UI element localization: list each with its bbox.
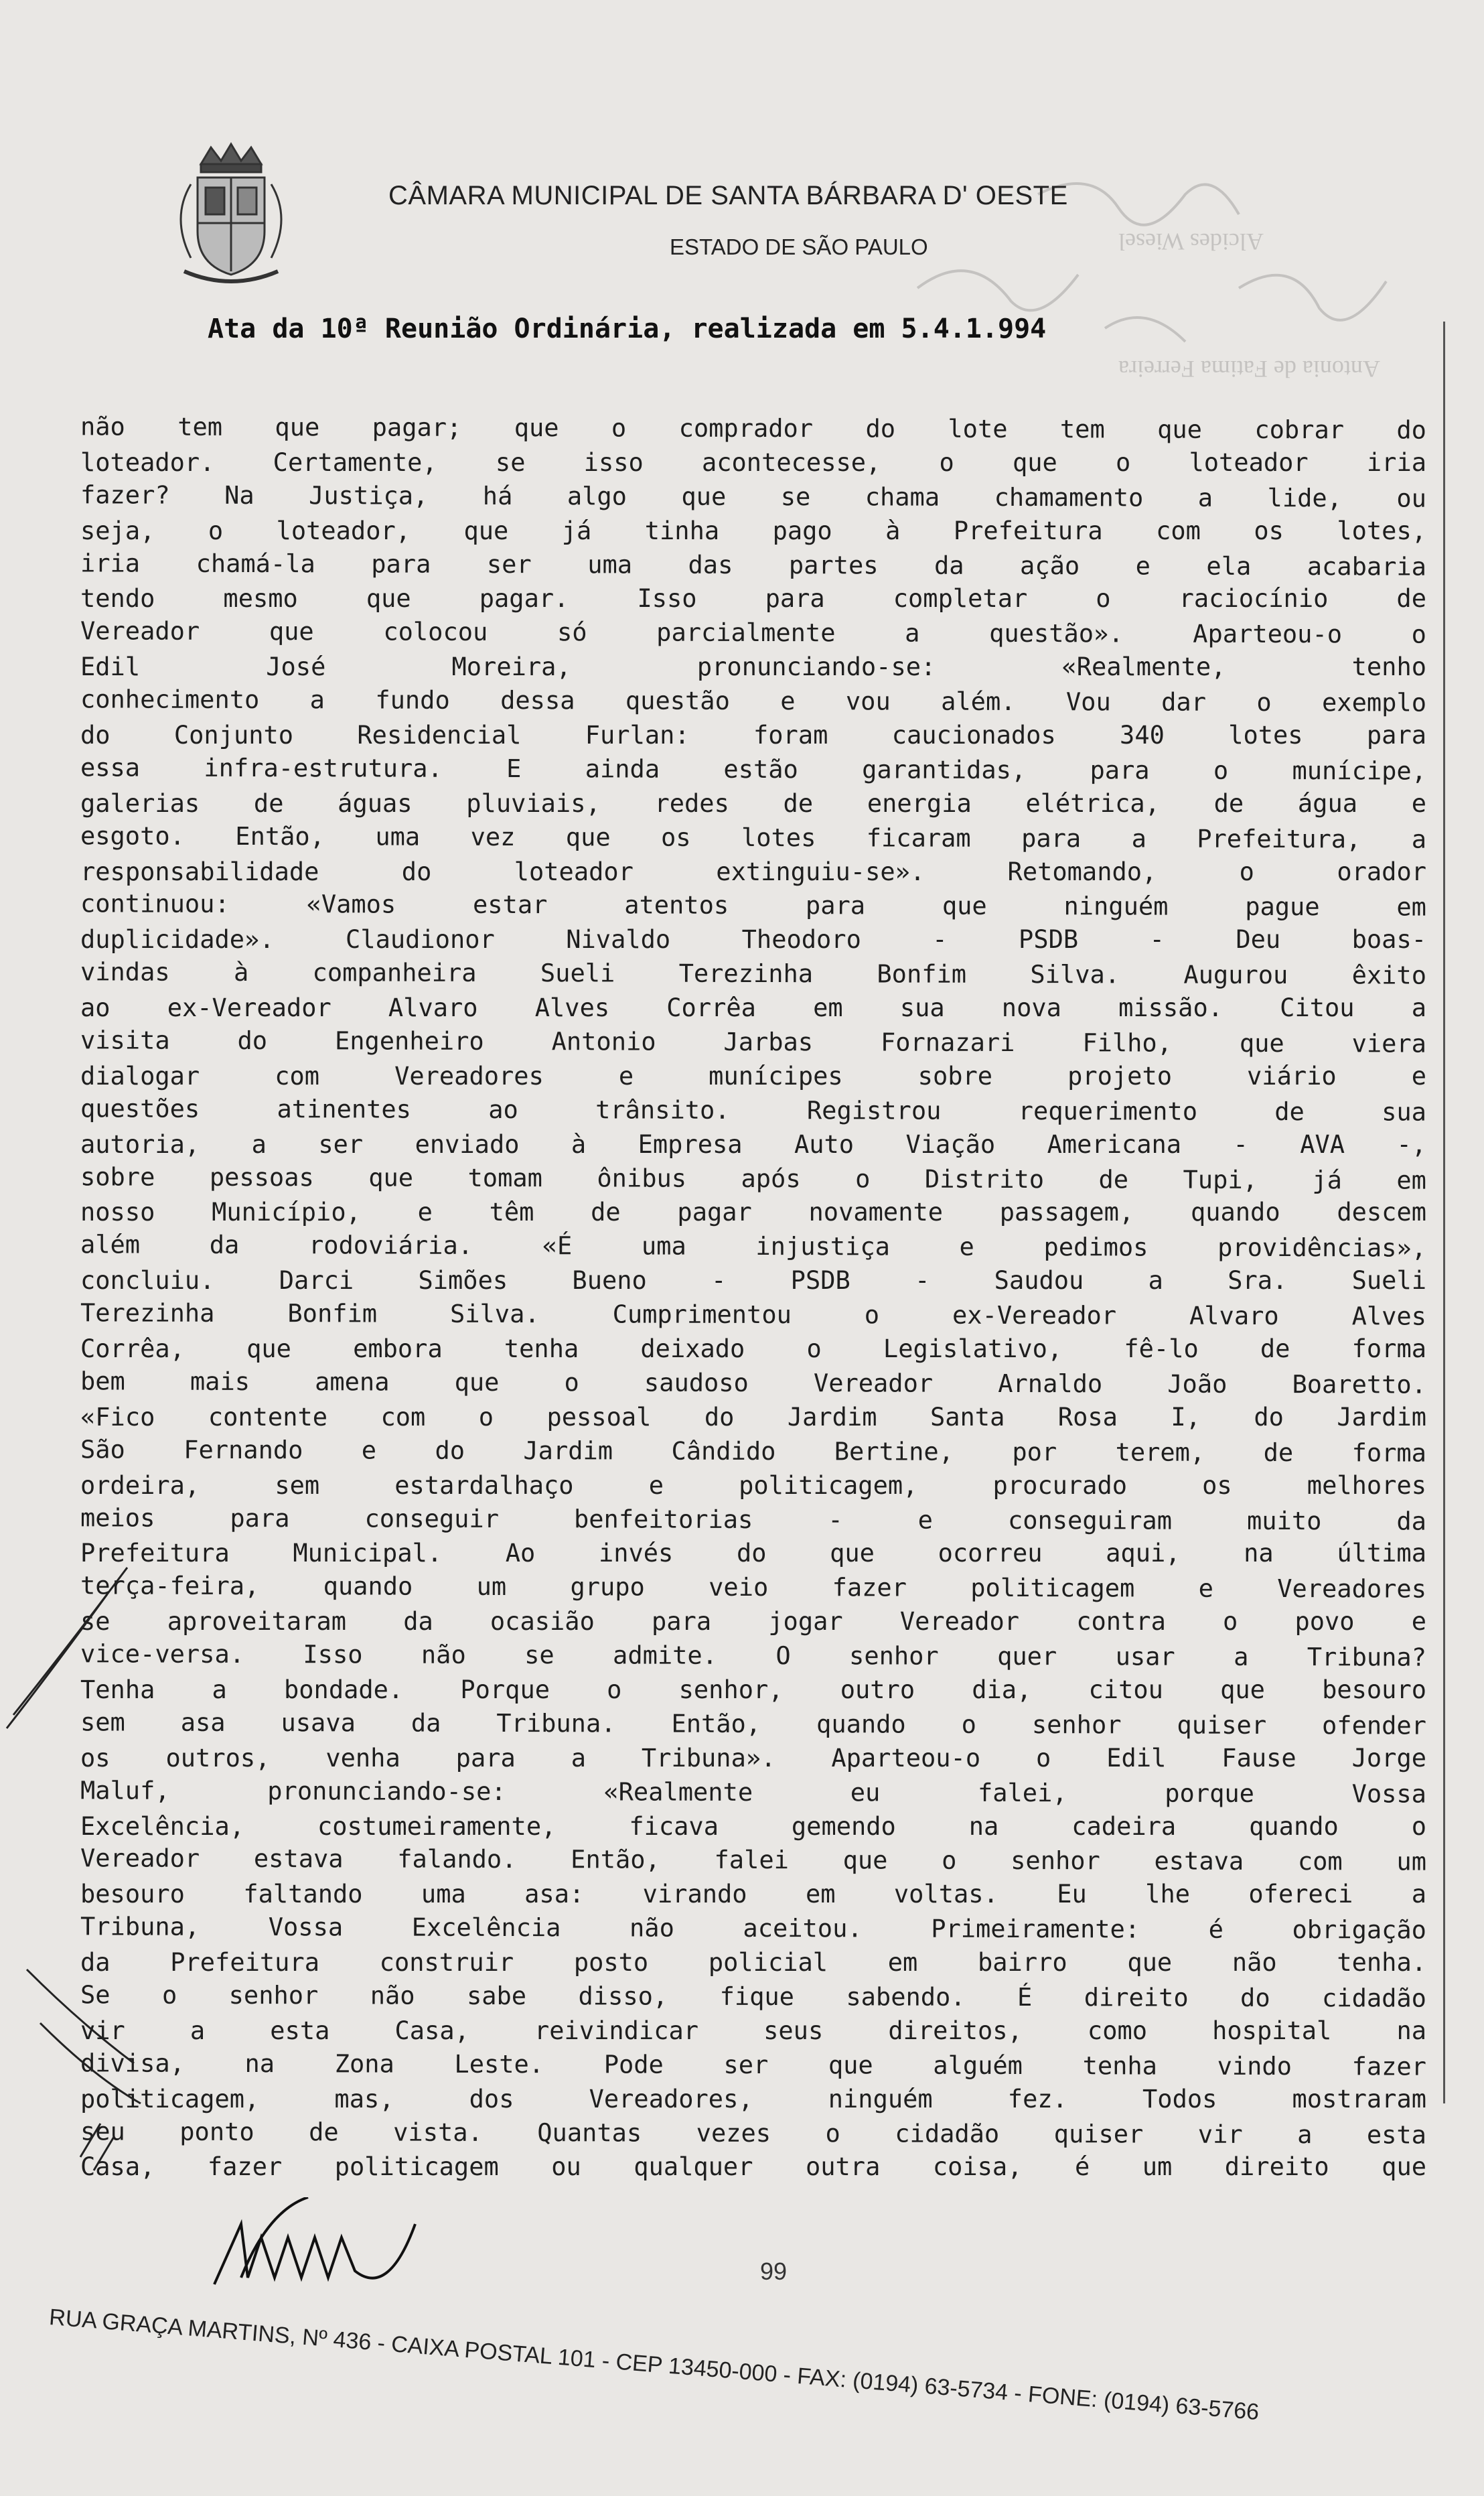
text-line: sobre pessoas que tomam ônibus após o Distrito de Tupi, já em	[80, 1162, 1427, 1195]
footer-address-text: RUA GRAÇA MARTINS, Nº 436 - CAIXA POSTAL 101 - CEP 13450-000 - FAX: (0194) 63-5734 - FONE: (0194) 63-5766	[48, 2304, 1260, 2426]
text-line: Tribuna, Vossa Excelência não aceitou. Primeiramente: é obrigação	[80, 1912, 1427, 1945]
text-line: do Conjunto Residencial Furlan: foram caucionados 340 lotes para	[80, 721, 1426, 750]
text-line: besouro faltando uma asa: virando em voltas. Eu lhe ofereci a	[80, 1880, 1426, 1909]
institution-name: CÂMARA MUNICIPAL DE SANTA BÁRBARA D' OESTE	[388, 181, 1068, 210]
text-line: Corrêa, que embora tenha deixado o Legislativo, fê-lo de forma	[80, 1334, 1426, 1364]
text-line: vindas à companheira Sueli Terezinha Bonfim Silva. Augurou êxito	[80, 957, 1427, 990]
text-line: loteador. Certamente, se isso acontecesse, o que o loteador iria	[80, 447, 1426, 477]
text-line: duplicidade». Claudionor Nivaldo Theodoro - PSDB - Deu boas-	[80, 925, 1426, 955]
text-line: seu ponto de vista. Quantas vezes o cidadão quiser vir a esta	[80, 2116, 1427, 2150]
text-line: terça-feira, quando um grupo veio fazer politicagem e Vereadores	[80, 1571, 1427, 1604]
text-line: Excelência, costumeiramente, ficava gemendo na cadeira quando o	[80, 1811, 1426, 1841]
text-line: Edil José Moreira, pronunciando-se: «Realmente, tenho	[80, 652, 1426, 682]
bleed-name-2: Antonia de Fatima Ferreira	[1118, 356, 1380, 383]
text-line: da Prefeitura construir posto policial em bairro que não tenha.	[80, 1948, 1426, 1978]
text-line: concluiu. Darci Simões Bueno - PSDB - Saudou a Sra. Sueli	[80, 1266, 1426, 1296]
text-line: conhecimento a fundo dessa questão e vou além. Vou dar o exemplo	[80, 685, 1427, 717]
text-line: não tem que pagar; que o comprador do lote tem que cobrar do	[80, 412, 1427, 445]
bleed-name-1: Alcides Wiesel	[1118, 228, 1264, 255]
text-line: Tenha a bondade. Porque o senhor, outro dia, citou que besouro	[80, 1675, 1426, 1704]
text-line: vice-versa. Isso não se admite. O senhor quer usar a Tribuna?	[80, 1639, 1427, 1672]
text-line: Prefeitura Municipal. Ao invés do que ocorreu aqui, na última	[80, 1539, 1426, 1568]
municipal-coat-of-arms-icon	[164, 137, 298, 291]
text-line: Casa, fazer politicagem ou qualquer outra coisa, é um direito que	[80, 2152, 1426, 2182]
footer-address	[44, 2304, 1466, 2496]
text-line: ordeira, sem estardalhaço e politicagem, procurado os melhores	[80, 1470, 1426, 1500]
text-line: São Fernando e do Jardim Cândido Bertine, por terem, de forma	[80, 1435, 1427, 1468]
text-line: bem mais amena que o saudoso Vereador Arnaldo João Boaretto.	[80, 1367, 1427, 1399]
text-line: politicagem, mas, dos Vereadores, ninguém fez. Todos mostraram	[80, 2084, 1426, 2113]
text-line: vir a esta Casa, reivindicar seus direitos, como hospital na	[80, 2016, 1426, 2045]
text-line: «Fico contente com o pessoal do Jardim Santa Rosa I, do Jardim	[80, 1402, 1426, 1432]
text-line: Terezinha Bonfim Silva. Cumprimentou o ex-Vereador Alvaro Alves	[80, 1298, 1427, 1331]
text-line: visita do Engenheiro Antonio Jarbas Fornazari Filho, que viera	[80, 1026, 1427, 1058]
text-line: responsabilidade do loteador extinguiu-se». Retomando, o orador	[80, 857, 1426, 886]
minutes-title: Ata da 10ª Reunião Ordinária, realizada em 5.4.1.994	[208, 314, 1047, 344]
state-name: ESTADO DE SÃO PAULO	[670, 234, 928, 259]
bleed-through-signatures	[837, 154, 1473, 435]
text-line: além da rodoviária. «É uma injustiça e pedimos providências»,	[80, 1230, 1427, 1263]
page-number: 99	[760, 2258, 788, 2285]
minutes-body	[80, 412, 1426, 2185]
text-line: iria chamá-la para ser uma das partes da ação e ela acabaria	[80, 548, 1427, 581]
margin-rule	[1443, 322, 1445, 2103]
margin-signature-icon	[0, 1554, 147, 2224]
text-line: Maluf, pronunciando-se: «Realmente eu falei, porque Vossa	[80, 1775, 1427, 1809]
text-line: questões atinentes ao trânsito. Registrou requerimento de sua	[80, 1094, 1427, 1127]
text-line: nosso Município, e têm de pagar novamente passagem, quando descem	[80, 1198, 1426, 1227]
text-line: essa infra-estrutura. E ainda estão garantidas, para o munícipe,	[80, 753, 1427, 786]
bleed-signature-icon	[837, 154, 1473, 435]
text-line: autoria, a ser enviado à Empresa Auto Viação Americana - AVA -,	[80, 1129, 1426, 1159]
text-line: divisa, na Zona Leste. Pode ser que alguém tenha vindo fazer	[80, 2049, 1427, 2081]
text-line: sem asa usava da Tribuna. Então, quando o senhor quiser ofender	[80, 1708, 1427, 1740]
text-line: tendo mesmo que pagar. Isso para completar o raciocínio de	[80, 584, 1426, 614]
text-line: ao ex-Vereador Alvaro Alves Corrêa em sua nova missão. Citou a	[80, 993, 1426, 1023]
text-line: Vereador que colocou só parcialmente a questão». Aparteou-o o	[80, 616, 1427, 649]
bottom-initials-icon	[201, 2197, 482, 2298]
text-line: dialogar com Vereadores e munícipes sobre projeto viário e	[80, 1061, 1426, 1091]
text-line: continuou: «Vamos estar atentos para que ninguém pague em	[80, 889, 1427, 922]
text-line: meios para conseguir benfeitorias - e conseguiram muito da	[80, 1503, 1427, 1536]
text-line: galerias de águas pluviais, redes de energia elétrica, de água e	[80, 788, 1426, 818]
text-line: Se o senhor não sabe disso, fique sabendo. É direito do cidadão	[80, 1980, 1427, 2013]
text-line: se aproveitaram da ocasião para jogar Vereador contra o povo e	[80, 1607, 1426, 1637]
text-line: os outros, venha para a Tribuna». Aparteou-o o Edil Fause Jorge	[80, 1743, 1426, 1773]
text-line: fazer? Na Justiça, há algo que se chama chamamento a lide, ou	[80, 480, 1427, 513]
text-line: esgoto. Então, uma vez que os lotes ficaram para a Prefeitura, a	[80, 821, 1427, 854]
text-line: seja, o loteador, que já tinha pago à Prefeitura com os lotes,	[80, 516, 1426, 545]
text-line: Vereador estava falando. Então, falei que o senhor estava com um	[80, 1844, 1427, 1877]
